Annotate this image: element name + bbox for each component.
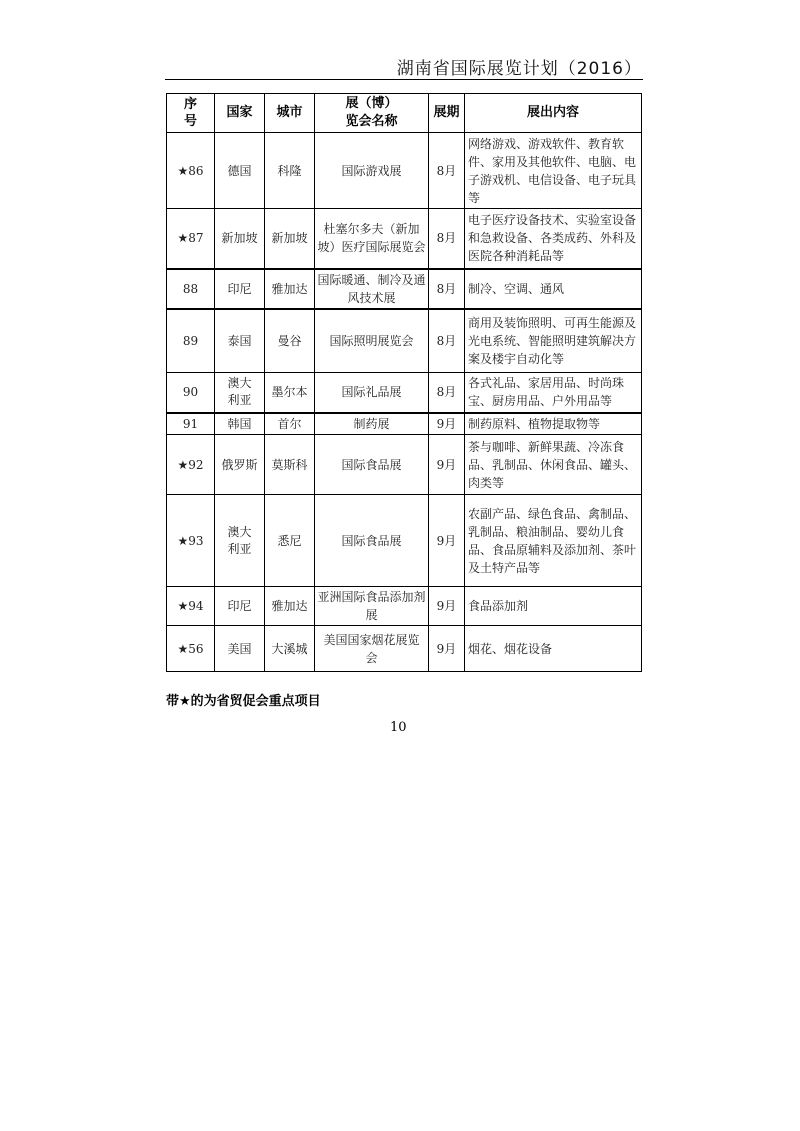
table-row — [167, 373, 642, 413]
cell-month: 9月 — [429, 626, 465, 672]
cell-country: 泰国 — [215, 309, 265, 373]
cell-city: 首尔 — [265, 413, 315, 435]
cell-seq: 88 — [167, 269, 215, 309]
cell-content: 网络游戏、游戏软件、教育软件、家用及其他软件、电脑、电子游戏机、电信设备、电子玩具等 — [465, 133, 642, 209]
table-row — [167, 413, 642, 435]
col-header-month: 展期 — [429, 94, 465, 133]
table-row — [167, 269, 642, 309]
footnote: 带★的为省贸促会重点项目 — [166, 694, 321, 709]
cell-content: 商用及装饰照明、可再生能源及光电系统、智能照明建筑解决方案及楼宇自动化等 — [465, 309, 642, 373]
document-header-title: 湖南省国际展览计划（2016） — [396, 59, 642, 79]
cell-name: 制药展 — [315, 413, 429, 435]
cell-seq: ★94 — [167, 587, 215, 626]
col-header-content: 展出内容 — [465, 94, 642, 133]
col-header-city: 城市 — [265, 94, 315, 133]
cell-country: 德国 — [215, 133, 265, 209]
cell-name: 国际食品展 — [315, 435, 429, 495]
cell-city: 悉尼 — [265, 495, 315, 587]
cell-content: 农副产品、绿色食品、禽制品、乳制品、粮油制品、婴幼儿食品、食品原辅料及添加剂、茶叶及土特产品等 — [465, 495, 642, 587]
table-row — [167, 587, 642, 626]
cell-city: 大溪城 — [265, 626, 315, 672]
cell-country: 俄罗斯 — [215, 435, 265, 495]
cell-name: 国际礼品展 — [315, 373, 429, 413]
header-rule — [165, 79, 643, 80]
cell-month: 9月 — [429, 435, 465, 495]
cell-content: 制药原料、植物提取物等 — [465, 413, 642, 435]
cell-content: 食品添加剂 — [465, 587, 642, 626]
table-row — [167, 495, 642, 587]
page-number: 10 — [390, 720, 407, 735]
cell-country: 美国 — [215, 626, 265, 672]
cell-city: 莫斯科 — [265, 435, 315, 495]
cell-country: 韩国 — [215, 413, 265, 435]
cell-month: 8月 — [429, 269, 465, 309]
cell-seq: ★92 — [167, 435, 215, 495]
cell-seq: 91 — [167, 413, 215, 435]
table-row — [167, 133, 642, 209]
table-row — [167, 309, 642, 373]
cell-country: 新加坡 — [215, 209, 265, 269]
col-header-country: 国家 — [215, 94, 265, 133]
cell-name: 美国国家烟花展览会 — [315, 626, 429, 672]
cell-content: 制冷、空调、通风 — [465, 269, 642, 309]
cell-content: 电子医疗设备技术、实验室设备和急救设备、各类成药、外科及医院各种消耗品等 — [465, 209, 642, 269]
table-row — [167, 435, 642, 495]
table-header-row — [167, 94, 642, 133]
cell-month: 9月 — [429, 495, 465, 587]
cell-content: 烟花、烟花设备 — [465, 626, 642, 672]
cell-name: 国际食品展 — [315, 495, 429, 587]
cell-city: 雅加达 — [265, 587, 315, 626]
col-header-name-line1: 展（博） — [345, 96, 398, 111]
col-header-seq: 序号 — [167, 94, 215, 133]
cell-name: 国际暖通、制冷及通风技术展 — [315, 269, 429, 309]
cell-month: 8月 — [429, 133, 465, 209]
col-header-name — [315, 94, 429, 133]
cell-seq: 90 — [167, 373, 215, 413]
cell-name: 国际照明展览会 — [315, 309, 429, 373]
cell-country: 印尼 — [215, 587, 265, 626]
cell-content: 各式礼品、家居用品、时尚珠宝、厨房用品、户外用品等 — [465, 373, 642, 413]
exhibition-table — [166, 93, 642, 672]
cell-seq: 89 — [167, 309, 215, 373]
cell-name: 亚洲国际食品添加剂展 — [315, 587, 429, 626]
table-row — [167, 209, 642, 269]
cell-month: 8月 — [429, 209, 465, 269]
cell-month: 9月 — [429, 413, 465, 435]
cell-seq: ★93 — [167, 495, 215, 587]
col-header-name-line2: 览会名称 — [345, 114, 398, 129]
cell-seq: ★56 — [167, 626, 215, 672]
cell-city: 雅加达 — [265, 269, 315, 309]
cell-month: 8月 — [429, 373, 465, 413]
cell-city: 科隆 — [265, 133, 315, 209]
cell-country: 澳大利亚 — [215, 373, 265, 413]
cell-month: 9月 — [429, 587, 465, 626]
cell-name: 杜塞尔多夫（新加坡）医疗国际展览会 — [315, 209, 429, 269]
cell-country: 澳大利亚 — [215, 495, 265, 587]
cell-city: 墨尔本 — [265, 373, 315, 413]
cell-name: 国际游戏展 — [315, 133, 429, 209]
table-row — [167, 626, 642, 672]
cell-seq: ★87 — [167, 209, 215, 269]
cell-city: 曼谷 — [265, 309, 315, 373]
cell-city: 新加坡 — [265, 209, 315, 269]
cell-month: 8月 — [429, 309, 465, 373]
cell-country: 印尼 — [215, 269, 265, 309]
cell-content: 茶与咖啡、新鲜果蔬、冷冻食品、乳制品、休闲食品、罐头、肉类等 — [465, 435, 642, 495]
cell-seq: ★86 — [167, 133, 215, 209]
